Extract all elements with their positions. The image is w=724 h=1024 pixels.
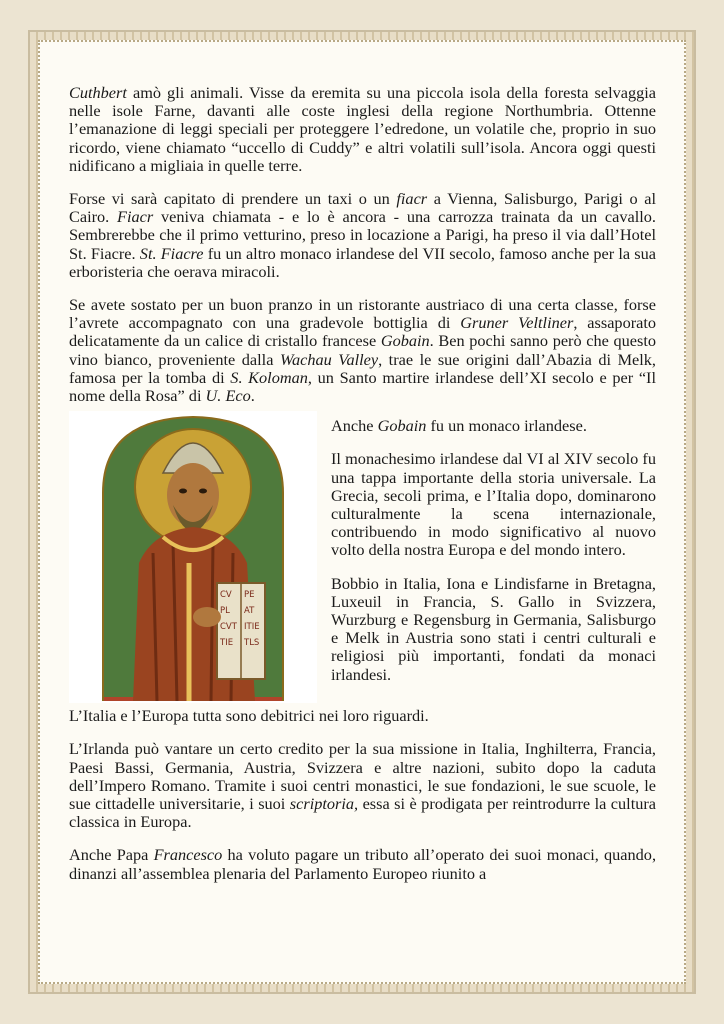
- paragraph-cuthbert: [69, 84, 656, 175]
- text-run: ha voluto pagare un tributo all’operato dei suoi monaci, quando, dinanzi all’assemblea plenaria del Parlamento Europeo riunito a: [69, 845, 657, 883]
- italic-term: Fiacr: [117, 207, 154, 227]
- text-run: amò gli animali. Visse da eremita su una piccola isola della foresta selvaggia nelle isole Farne, davanti alle coste inglesi della regione Northumbria. Ottenne l’emanazione di leggi speciali per proteggere l’edredone, un volatile che, proprio in suo ricordo, viene chiamato “uccello di Cuddy” e altri volatili sull’isola. Ancora oggi questi nidificano a migliaia in quelle terre.: [69, 83, 656, 175]
- italic-term: Gobain: [380, 331, 430, 351]
- italic-term: Gobain: [377, 416, 427, 436]
- book-text: TIE: [220, 638, 234, 649]
- italic-term: Gruner Veltliner: [460, 313, 574, 333]
- text-run: veniva chiamata - e lo è ancora - una carrozza trainata da un cavallo. Sembrerebbe che il primo vetturino, preso in locazione a Parigi, ha preso il via dall’Hotel St. Fiacre.: [69, 207, 656, 263]
- italic-term: Cuthbert: [69, 83, 127, 102]
- saint-icon-painting: [69, 411, 317, 703]
- article-body: [69, 84, 656, 898]
- text-run: Anche Papa: [69, 845, 154, 865]
- text-run: fu un altro monaco irlandese del VII secolo, famoso anche per la sua erboristeria che oerava miracoli.: [69, 243, 657, 281]
- text-run: , assaporato delicatamente da un calice di cristallo francese: [69, 313, 657, 351]
- italic-term: Wachau Valley: [279, 349, 379, 369]
- paragraph-fiacre: [69, 190, 656, 281]
- book-text: PL: [220, 606, 230, 617]
- italic-term: Francesco: [153, 845, 223, 865]
- book-text: ITIE: [244, 622, 260, 633]
- italic-term: U. Eco: [205, 386, 251, 406]
- paragraph-centri: Bobbio in Italia, Iona e Lindisfarne in Bretagna, Luxeuil in Francia, S. Gallo in Svizzera, Wurzburg e Regensburg in Germania, Salisburgo e Melk in Austria sono stati i centri culturali e religiosi più importanti, fondati da monaci irlandesi.: [331, 573, 656, 684]
- book-text: CV: [220, 590, 232, 601]
- book-text: AT: [244, 606, 255, 617]
- book-text: TLS: [244, 638, 260, 649]
- saint-figure-illustration: [93, 413, 293, 701]
- paragraph-papa: [69, 846, 656, 882]
- italic-term: fiacr: [396, 189, 428, 209]
- text-run: . Ben pochi sanno però che questo vino bianco, proveniente dalla: [69, 331, 657, 369]
- book-text: PE: [244, 590, 255, 601]
- paragraph-monachesimo: Il monachesimo irlandese dal VI al XIV secolo fu una tappa importante della storia universale. La Grecia, secoli prima, e l’Italia dopo, dominarono culturalmente la scena internazionale, contribuendo in modo significativo al nuovo volto della nostra Europa e del mondo intero.: [331, 449, 656, 560]
- text-run: essa si è prodigata per reintrodurre la cultura classica in Europa.: [69, 794, 657, 832]
- italic-term: St. Fiacre: [139, 243, 204, 263]
- text-run: fu un monaco irlandese.: [426, 416, 587, 436]
- text-run: .: [250, 386, 255, 406]
- text-run: Se avete sostato per un buon pranzo in un ristorante austriaco di una certa classe, forse l’avrete accompagnato con una gradevole bottiglia di: [69, 295, 656, 333]
- paragraph-debitrici: L’Italia e l’Europa tutta sono debitrici nei loro riguardi.: [69, 706, 429, 726]
- text-run: , un Santo martire irlandese dell’XI secolo e per “Il nome della Rosa” di: [69, 367, 656, 406]
- text-run: Forse vi sarà capitato di prendere un taxi o un: [69, 189, 397, 209]
- paragraph-melk: [69, 296, 656, 405]
- book-text: CVT: [220, 622, 237, 633]
- italic-term: S. Koloman: [230, 367, 308, 387]
- text-run: Anche: [331, 416, 378, 436]
- text-run: L’Irlanda può vantare un certo credito per la sua missione in Italia, Inghilterra, Francia, Paesi Bassi, Germania, Austria, Svizzera e altre nazioni, subito dopo la caduta dell’Impero Romano. Tramite i suoi centri monastici, le sue fondazioni, le sue scuole, le sue cittadelle universitarie, i suoi: [69, 739, 656, 814]
- paragraph-irlanda: [69, 740, 656, 831]
- text-run: a Vienna, Salisburgo, Parigi o al Cairo.: [69, 189, 657, 227]
- text-run: , trae le sue origini dall’Abazia di Melk, famosa per la tomba di: [69, 349, 657, 387]
- italic-term: scriptoria,: [289, 794, 359, 814]
